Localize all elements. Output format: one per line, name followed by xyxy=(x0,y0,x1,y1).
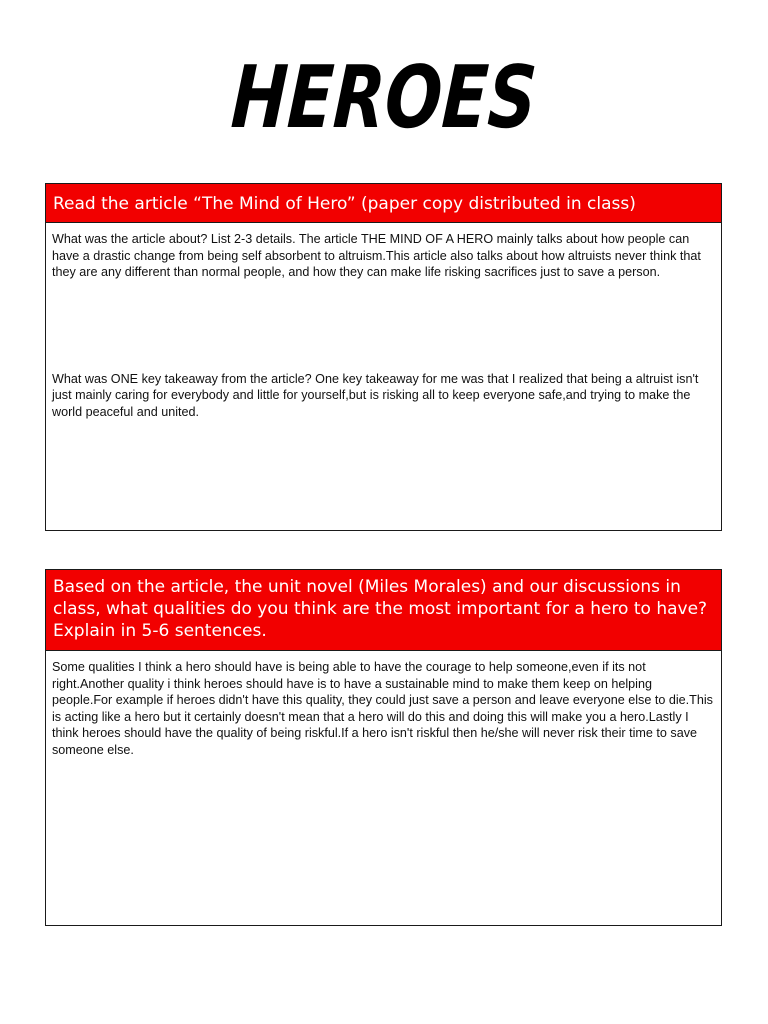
hero-qualities-section xyxy=(45,569,722,926)
page-title: HEROES xyxy=(228,48,540,148)
hero-qualities-answer: Some qualities I think a hero should have is being able to have the courage to help someone,even if its not right.Another quality i think heroes should have is to have a sustainable mind to make them keep on helping people.For example if heroes didn't have this quality, they could just save a person and leave everyone else to die.This is acting like a hero but it certainly doesn't mean that a hero will do this and doing this will make you a hero.Lastly I think heroes should have the quality of being riskful.If a hero isn't riskful then he/she will never risk their time to save someone else. xyxy=(52,660,713,757)
section-2-header: Based on the article, the unit novel (Miles Morales) and our discussions in class, what qualities do you think are the most important for a hero to have? Explain in 5-6 sentences. xyxy=(46,570,721,651)
article-summary-answer: What was the article about? List 2-3 details. The article THE MIND OF A HERO mainly talks about how people can have a drastic change from being self absorbent to altruism.This article also talks about how altruists never think that they are any different than normal people, and how they can make life risking sacrifices just to save a person. xyxy=(52,232,701,280)
article-summary-section xyxy=(45,183,722,531)
key-takeaway-answer: What was ONE key takeaway from the article? One key takeaway for me was that I realized that being a altruist isn't just mainly caring for everybody and little for yourself,but is risking all to keep everyone safe,and trying to make the world peaceful and united. xyxy=(52,371,699,419)
section-1-body[interactable] xyxy=(46,223,721,421)
paragraph-spacer xyxy=(52,281,715,371)
section-2-body[interactable] xyxy=(46,651,721,759)
section-1-header: Read the article “The Mind of Hero” (paper copy distributed in class) xyxy=(46,184,721,223)
